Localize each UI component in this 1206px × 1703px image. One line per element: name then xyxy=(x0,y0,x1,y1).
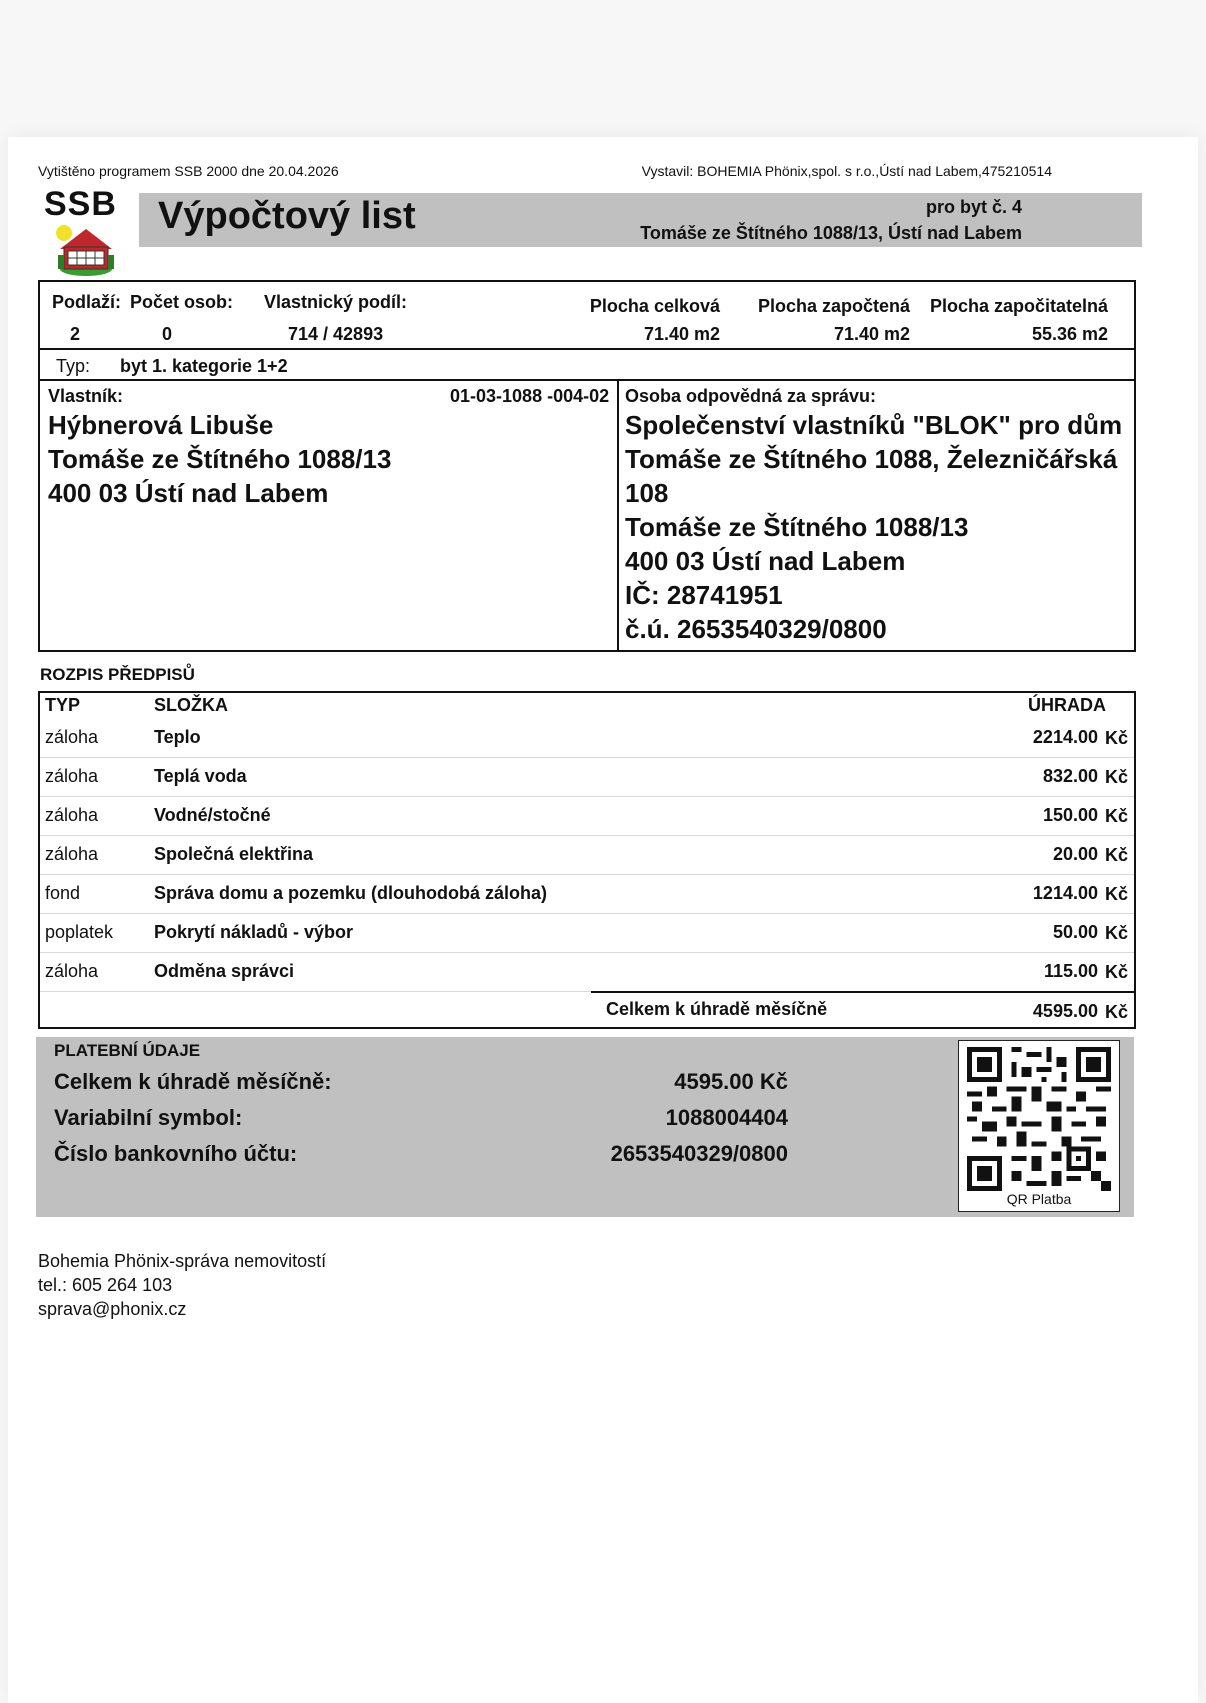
floor-value: 2 xyxy=(70,324,81,344)
col-amount-header: ÚHRADA xyxy=(1028,695,1106,715)
payment-title: PLATEBNÍ ÚDAJE xyxy=(54,1041,201,1060)
owner-name: Hýbnerová Libuše xyxy=(48,410,274,440)
table-row xyxy=(40,875,1134,914)
footer xyxy=(38,1249,326,1321)
manager-account: č.ú. 2653540329/0800 xyxy=(625,614,887,644)
manager-line-2: Tomáše ze Štítného 1088, Železničářská xyxy=(625,444,1118,474)
qr-label: QR Platba xyxy=(1006,1191,1072,1207)
account-number: 2653540329/0800 xyxy=(610,1141,788,1166)
area-total-label: Plocha celková xyxy=(589,296,720,316)
table-row xyxy=(40,719,1134,758)
row-type: fond xyxy=(45,883,81,903)
row-currency: Kč xyxy=(1104,962,1128,982)
owner-code: 01-03-1088 -004-02 xyxy=(450,386,610,406)
row-type: záloha xyxy=(45,766,99,786)
row-currency: Kč xyxy=(1104,767,1128,787)
document-page xyxy=(8,137,1198,1703)
floor-label: Podlaží: xyxy=(52,292,122,312)
table-row xyxy=(40,797,1134,836)
variable-symbol: 1088004404 xyxy=(665,1105,788,1130)
owner-block xyxy=(48,408,391,510)
payment-total-label: Celkem k úhradě měsíčně: xyxy=(54,1069,332,1094)
manager-line-1: Společenství vlastníků "BLOK" pro dům xyxy=(625,410,1123,440)
area-counted-label: Plocha započtená xyxy=(757,296,910,316)
qr-frame xyxy=(958,1040,1120,1212)
page-title: Výpočtový list xyxy=(158,195,416,237)
row-type: záloha xyxy=(45,844,99,864)
row-amount: 50.00 xyxy=(1052,922,1098,942)
table-row xyxy=(40,758,1134,797)
breakdown-table xyxy=(38,691,1136,1029)
area-countable-label: Plocha započitatelná xyxy=(929,296,1108,316)
manager-label: Osoba odpovědná za správu: xyxy=(625,386,877,406)
persons-value: 0 xyxy=(162,324,173,344)
row-item: Odměna správci xyxy=(154,961,295,981)
share-value: 714 / 42893 xyxy=(288,324,384,344)
footer-phone: tel.: 605 264 103 xyxy=(38,1275,173,1295)
total-label: Celkem k úhradě měsíčně xyxy=(606,999,828,1019)
qr-code-icon xyxy=(967,1047,1111,1191)
flat-address: Tomáše ze Štítného 1088/13, Ústí nad Labem xyxy=(640,223,1022,243)
owner-label: Vlastník: xyxy=(48,386,124,406)
info-box xyxy=(38,280,1136,652)
row-item: Pokrytí nákladů - výbor xyxy=(154,922,354,942)
flat-number: pro byt č. 4 xyxy=(925,197,1022,217)
row-amount: 20.00 xyxy=(1052,844,1098,864)
row-item: Společná elektřina xyxy=(154,844,314,864)
type-label: Typ: xyxy=(56,356,91,376)
house-icon xyxy=(42,189,130,279)
total-currency: Kč xyxy=(1104,1002,1128,1022)
row-amount: 150.00 xyxy=(1042,805,1098,825)
row-type: záloha xyxy=(45,961,99,981)
col-item-header: SLOŽKA xyxy=(154,695,228,715)
row-amount: 832.00 xyxy=(1042,766,1098,786)
row-amount: 115.00 xyxy=(1043,961,1098,981)
account-label: Číslo bankovního účtu: xyxy=(54,1141,298,1166)
row-currency: Kč xyxy=(1104,845,1128,865)
col-type-header: TYP xyxy=(45,695,81,715)
table-row xyxy=(40,914,1134,953)
table-row xyxy=(40,953,1134,992)
area-counted-value: 71.40 m2 xyxy=(833,324,910,344)
manager-block xyxy=(625,408,1122,646)
row-item: Teplo xyxy=(154,727,201,747)
logo-text: SSB xyxy=(44,185,117,223)
footer-email[interactable]: sprava@phonix.cz xyxy=(38,1299,187,1319)
row-currency: Kč xyxy=(1104,728,1128,748)
footer-company: Bohemia Phönix-správa nemovitostí xyxy=(38,1251,327,1271)
owner-street: Tomáše ze Štítného 1088/13 xyxy=(48,444,392,474)
area-countable-value: 55.36 m2 xyxy=(1031,324,1108,344)
issuer-note: Vystavil: BOHEMIA Phönix,spol. s r.o.,Ústí nad Labem,475210514 xyxy=(641,163,1052,179)
row-currency: Kč xyxy=(1104,884,1128,904)
breakdown-title: ROZPIS PŘEDPISŮ xyxy=(40,665,195,684)
row-item: Vodné/stočné xyxy=(154,805,271,825)
manager-line-4: Tomáše ze Štítného 1088/13 xyxy=(625,512,969,542)
row-type: záloha xyxy=(45,727,99,747)
row-currency: Kč xyxy=(1104,806,1128,826)
manager-line-5: 400 03 Ústí nad Labem xyxy=(625,546,906,576)
table-row xyxy=(40,836,1134,875)
share-label: Vlastnický podíl: xyxy=(264,292,408,312)
printed-note: Vytištěno programem SSB 2000 dne 20.04.2026 xyxy=(38,163,339,179)
row-item: Teplá voda xyxy=(154,766,247,786)
row-currency: Kč xyxy=(1104,923,1128,943)
manager-ic: IČ: 28741951 xyxy=(625,580,783,610)
row-type: záloha xyxy=(45,805,99,825)
type-value: byt 1. kategorie 1+2 xyxy=(120,356,288,376)
total-amount: 4595.00 xyxy=(1032,1001,1098,1021)
manager-line-3: 108 xyxy=(625,478,669,508)
ssb-logo xyxy=(42,185,130,279)
variable-symbol-label: Variabilní symbol: xyxy=(54,1105,243,1130)
payment-total: 4595.00 Kč xyxy=(674,1069,788,1094)
row-amount: 1214.00 xyxy=(1032,883,1098,903)
row-item: Správa domu a pozemku (dlouhodobá záloha) xyxy=(154,883,548,903)
owner-city: 400 03 Ústí nad Labem xyxy=(48,478,329,508)
row-type: poplatek xyxy=(45,922,114,942)
area-total-value: 71.40 m2 xyxy=(643,324,720,344)
persons-label: Počet osob: xyxy=(130,292,234,312)
row-amount: 2214.00 xyxy=(1032,727,1098,747)
